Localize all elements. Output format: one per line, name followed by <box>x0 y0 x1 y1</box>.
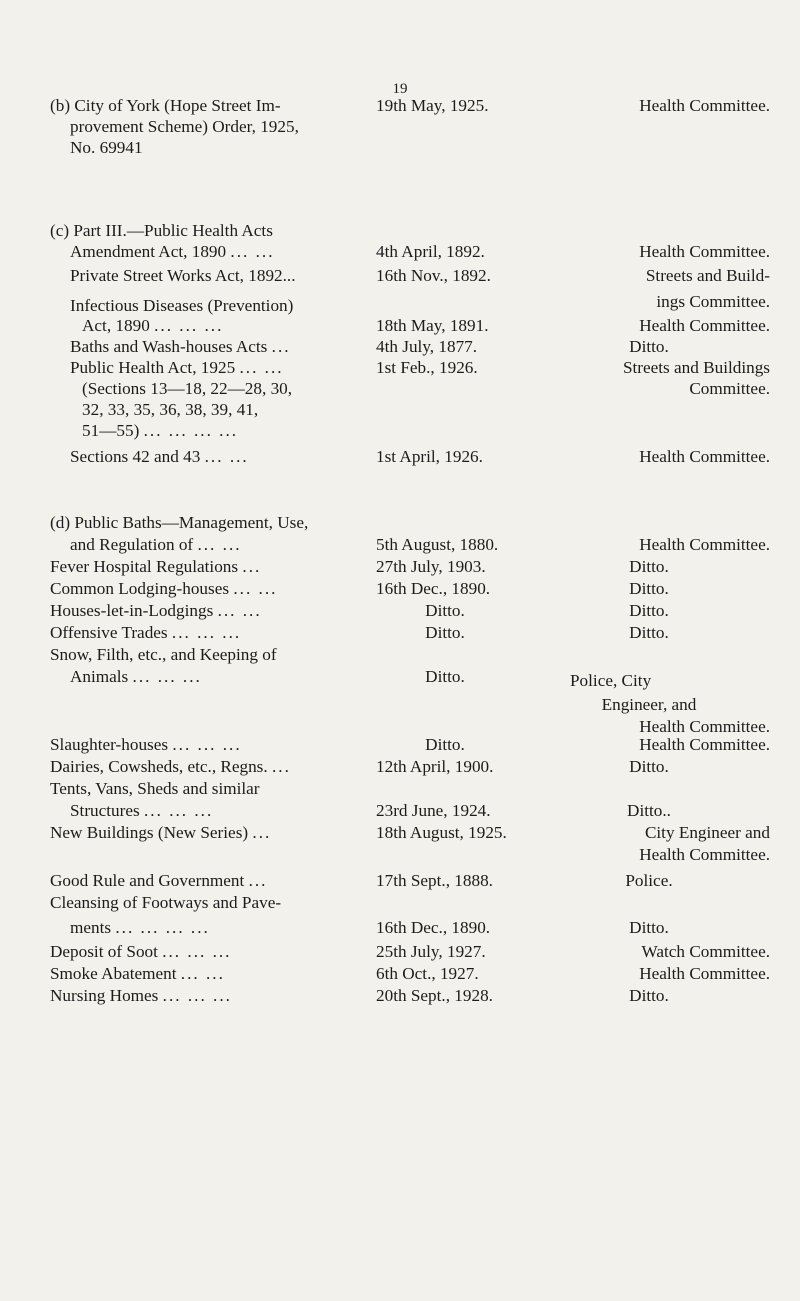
enactment-label: Slaughter-houses <box>50 735 169 754</box>
enactment-title: Tents, Vans, Sheds and similar <box>50 779 260 798</box>
leader-dots: ... ... <box>233 579 278 598</box>
committee: Health Committee. <box>639 964 770 983</box>
leader-dots: ... ... ... <box>162 986 232 1005</box>
table-row <box>50 220 770 241</box>
table-row <box>50 756 770 778</box>
table-row <box>50 578 770 600</box>
committee: Watch Committee. <box>641 942 770 961</box>
enactment-title: (c) Part III.—Public Health Acts <box>50 221 273 240</box>
table-row <box>50 914 770 938</box>
committee: Health Committee. <box>639 717 770 736</box>
committee: Police. <box>625 871 673 890</box>
table-row <box>50 399 770 420</box>
adoption-date: 18th August, 1925. <box>376 823 507 842</box>
table-row <box>50 137 770 158</box>
leader-dots: ... ... ... ... <box>143 421 239 440</box>
section-c <box>50 220 770 467</box>
table-row <box>50 960 770 982</box>
committee: Streets and Buildings <box>622 358 770 377</box>
table-row <box>50 116 770 137</box>
enactment-title: provement Scheme) Order, 1925, <box>70 117 299 136</box>
table-row <box>50 938 770 960</box>
adoption-date: 18th May, 1891. <box>376 316 489 335</box>
table-row <box>50 315 770 336</box>
leader-dots: ... ... ... <box>132 667 202 686</box>
table-row <box>50 534 770 556</box>
enactment-title <box>50 800 350 821</box>
enactment-title <box>50 556 350 577</box>
committee: Ditto. <box>629 757 669 776</box>
enactment-title <box>50 534 350 555</box>
table-row <box>50 982 770 1004</box>
enactment-title <box>50 336 350 357</box>
adoption-date: 16th Dec., 1890. <box>376 918 491 937</box>
leader-dots: ... ... <box>230 242 275 261</box>
enactment-title: Private Street Works Act, 1892... <box>70 266 296 285</box>
enactment-title <box>50 870 350 891</box>
table-row <box>50 666 770 690</box>
adoption-date: Ditto. <box>425 667 465 686</box>
enactment-title <box>50 963 350 984</box>
enactment-title: 32, 33, 35, 36, 38, 39, 41, <box>82 400 259 419</box>
enactment-label: New Buildings (New Series) <box>50 823 249 842</box>
enactment-label: Dairies, Cowsheds, etc., Regns. <box>50 757 268 776</box>
leader-dots: ... ... ... ... <box>115 918 210 937</box>
leader-dots: ... <box>271 337 291 356</box>
committee: Health Committee. <box>639 96 770 115</box>
enactment-title <box>50 315 350 336</box>
committee: Health Committee. <box>639 316 770 335</box>
adoption-date: Ditto. <box>425 623 465 642</box>
committee: Health Committee. <box>639 735 770 754</box>
page-number: 19 <box>392 81 408 97</box>
table-row <box>50 712 770 734</box>
enactment-label: Public Health Act, 1925 <box>70 358 236 377</box>
committee: ings Committee. <box>656 292 770 311</box>
table-row <box>50 420 770 446</box>
adoption-date: Ditto. <box>425 601 465 620</box>
enactment-label: and Regulation of <box>70 535 194 554</box>
enactment-title <box>50 941 350 962</box>
committee: Ditto. <box>629 601 669 620</box>
enactment-label: Smoke Abatement <box>50 964 177 983</box>
adoption-date: 12th April, 1900. <box>376 757 494 776</box>
adoption-date: 5th August, 1880. <box>376 535 499 554</box>
enactment-title <box>50 357 350 378</box>
enactment-label: Animals <box>70 667 129 686</box>
enactment-title: Snow, Filth, etc., and Keeping of <box>50 645 277 664</box>
table-row <box>50 357 770 378</box>
committee: Ditto. <box>629 918 669 937</box>
leader-dots: ... ... ... <box>172 735 242 754</box>
enactment-title <box>50 985 350 1006</box>
adoption-date: 16th Nov., 1892. <box>376 266 491 285</box>
leader-dots: ... ... <box>197 535 242 554</box>
adoption-date: 20th Sept., 1928. <box>376 986 493 1005</box>
committee: Health Committee. <box>639 845 770 864</box>
enactment-title <box>50 917 350 938</box>
table-row <box>50 336 770 357</box>
enactment-label: Fever Hospital Regulations <box>50 557 239 576</box>
committee: Ditto. <box>629 557 669 576</box>
enactment-title <box>50 446 350 467</box>
enactment-label: Sections 42 and 43 <box>70 447 201 466</box>
table-row <box>50 800 770 822</box>
enactment-label: Act, 1890 <box>82 316 150 335</box>
enactment-title: Cleansing of Footways and Pave- <box>50 893 282 912</box>
committee: Police, City <box>570 671 652 690</box>
committee: Committee. <box>689 379 770 398</box>
table-row <box>50 844 770 870</box>
enactment-label: Deposit of Soot <box>50 942 158 961</box>
committee: Ditto. <box>629 623 669 642</box>
enactment-title: No. 69941 <box>70 138 143 157</box>
committee: Health Committee. <box>639 535 770 554</box>
table-row <box>50 95 770 116</box>
table-row <box>50 378 770 399</box>
enactment-label: Structures <box>70 801 140 820</box>
committee: Health Committee. <box>639 242 770 261</box>
adoption-date: 17th Sept., 1888. <box>376 871 493 890</box>
committee: Engineer, and <box>601 695 697 714</box>
adoption-date: 6th Oct., 1927. <box>376 964 479 983</box>
leader-dots: ... ... <box>204 447 249 466</box>
adoption-date: 4th July, 1877. <box>376 337 478 356</box>
committee: Ditto.. <box>627 801 671 820</box>
enactment-title: (d) Public Baths—Management, Use, <box>50 513 309 532</box>
enactment-label: Nursing Homes <box>50 986 159 1005</box>
table-row <box>50 734 770 756</box>
table-row <box>50 446 770 467</box>
table-row <box>50 822 770 844</box>
table-row <box>50 622 770 644</box>
adoption-date: 1st Feb., 1926. <box>376 358 478 377</box>
enactment-title: (b) City of York (Hope Street Im- <box>50 96 281 115</box>
table-row <box>50 291 770 315</box>
leader-dots: ... ... <box>239 358 284 377</box>
enactment-label: Offensive Trades <box>50 623 168 642</box>
leader-dots: ... ... ... <box>171 623 242 642</box>
enactment-title <box>50 666 350 687</box>
leader-dots: ... ... <box>217 601 262 620</box>
table-row <box>50 644 770 666</box>
table-row <box>50 265 770 291</box>
table-row <box>50 241 770 265</box>
enactment-label: 51—55) <box>82 421 140 440</box>
enactment-title: Infectious Diseases (Prevention) <box>70 296 294 315</box>
adoption-date: 23rd June, 1924. <box>376 801 491 820</box>
adoption-date: 4th April, 1892. <box>376 242 485 261</box>
table-row <box>50 556 770 578</box>
section-b <box>50 95 770 158</box>
committee: City Engineer and <box>644 823 770 842</box>
leader-dots: ... <box>252 823 272 842</box>
adoption-date: 27th July, 1903. <box>376 557 486 576</box>
adoption-date: 25th July, 1927. <box>376 942 486 961</box>
leader-dots: ... <box>242 557 262 576</box>
section-d <box>50 512 770 1004</box>
leader-dots: ... ... ... <box>144 801 214 820</box>
enactment-label: Amendment Act, 1890 <box>70 242 227 261</box>
table-row <box>50 870 770 892</box>
table-row <box>50 892 770 914</box>
enactment-label: ments <box>70 918 112 937</box>
table-row <box>50 778 770 800</box>
committee: Streets and Build- <box>645 266 770 285</box>
adoption-date: Ditto. <box>425 735 465 754</box>
enactment-title <box>50 420 350 441</box>
committee: Ditto. <box>629 337 669 356</box>
committee: Ditto. <box>629 986 669 1005</box>
table-row <box>50 600 770 622</box>
enactment-title <box>50 734 350 755</box>
table-row <box>50 512 770 534</box>
enactment-title: (Sections 13—18, 22—28, 30, <box>82 379 293 398</box>
adoption-date: 19th May, 1925. <box>376 96 489 115</box>
adoption-date: 1st April, 1926. <box>376 447 483 466</box>
table-row <box>50 690 770 712</box>
enactment-title <box>50 622 350 643</box>
committee: Health Committee. <box>639 447 770 466</box>
leader-dots: ... ... ... <box>154 316 224 335</box>
enactment-label: Common Lodging-houses <box>50 579 230 598</box>
adoption-date: 16th Dec., 1890. <box>376 579 491 598</box>
enactment-label: Baths and Wash-houses Acts <box>70 337 268 356</box>
leader-dots: ... <box>271 757 291 776</box>
committee: Ditto. <box>629 579 669 598</box>
enactment-title <box>50 241 350 262</box>
enactment-title <box>50 578 350 599</box>
enactment-label: Good Rule and Government <box>50 871 245 890</box>
leader-dots: ... <box>248 871 268 890</box>
leader-dots: ... ... ... <box>162 942 232 961</box>
enactment-title <box>50 600 350 621</box>
enactment-label: Houses-let-in-Lodgings <box>50 601 214 620</box>
enactment-title <box>50 756 350 777</box>
enactment-title <box>50 822 350 843</box>
leader-dots: ... ... <box>180 964 225 983</box>
